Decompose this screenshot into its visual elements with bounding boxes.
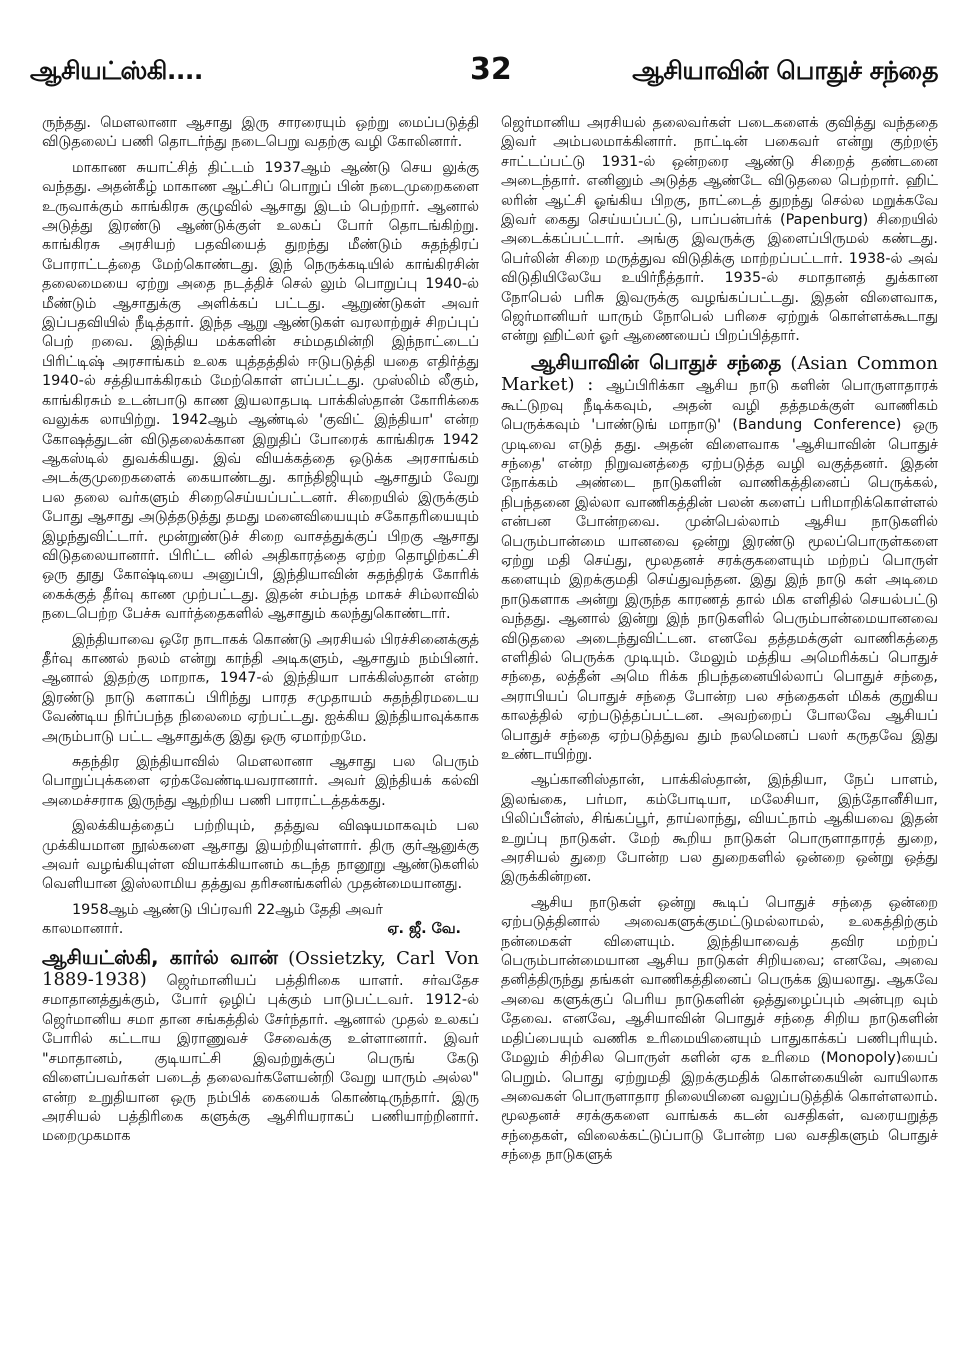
right-column bbox=[501, 114, 938, 1348]
paragraph-end: காலமானார். bbox=[42, 921, 124, 938]
paragraph: ருந்தது. மௌலானா ஆசாது இரு சாரரையும் ஒற்று மைப்படுத்தி விடுதலைப் பணி தொடர்ந்து நடைபெறு வதற்கு வழி கோலினார். bbox=[42, 115, 479, 151]
entry-body: ஜெர்மானியப் பத்திரிகை யாளர். சர்வதேச சமாதானத்துக்கும், போர் ஒழிப் புக்கும் பாடுபட்டவர். 1912-ல் ஜெர்மானிய சமா தான சங்கத்தில் சேர்ந்தார். ஆனால் முதல் உலகப் போரில் கட்டாய இராணுவச் சேவைக்கு உள்ளானார். இவர் "சமாதானம், குடியாட்சி இவற்றுக்குப் பெருங் கேடு விளைப்பவர்கள் படைத் தலைவர்களேயன்றி வேறு யாரும் அல்ல" என்ற உறுதியான ஒரு நம்பிக் கையைக் கொண்டிருந்தார். இரு அரசியல் பத்திரிகை களுக்கு ஆசிரியராகப் பணியாற்றினார். மறைமுகமாக bbox=[42, 973, 479, 1145]
paragraph: இலக்கியத்தைப் பற்றியும், தத்துவ விஷயமாகவும் பல முக்கியமான நூல்களை ஆசாது இயற்றியுள்ளார். திரு குர்ஆனுக்கு அவர் வழங்கியுள்ள வியாக்கியானம் கடந்த நானூறு ஆண்டுகளில் வெளியான இஸ்லாமிய தத்துவ தரிசனங்களில் முதன்மையானது. bbox=[42, 818, 479, 893]
encyclopedia-entry bbox=[501, 350, 938, 766]
entry-headword: ஆசியட்ஸ்கி, கார்ல் வான் bbox=[42, 945, 278, 969]
entry-english-name: (Ossietzky, Carl Von 1889-1938) bbox=[42, 947, 479, 991]
paragraph: மாகாண சுயாட்சித் திட்டம் 1937ஆம் ஆண்டு செய லுக்கு வந்தது. அதன்கீழ் மாகாண ஆட்சிப் பொறுப் பின் நடைமுறைகளை உருவாக்கும் காங்கிரசு குழுவில் ஆசாது இடம் பெற்றார். ஆனால் அடுத்து இரண்டு ஆண்டுக்குள் உலகப் போர் தொடங்கிற்று. காங்கிரசு அரசியற் பதவியைத் துறந்து மீண்டும் சுதந்திரப் போராட்டத்தை மேற்கொண்டது. இந் நெருக்கடியில் காங்கிரசின் தலைமையை ஏற்று அதை நடத்திச் செல் லும் பொறுப்பு 1940-ல் மீண்டும் ஆசாதுக்கு அளிக்கப் பட்டது. ஆறுண்டுகள் அவர் இப்பதவியில் நீடித்தார். இந்த ஆறு ஆண்டுகள் வரலாற்றுச் சிறப்புப் பெற் றவை. இந்திய மக்களின் சம்மதமின்றி இந்நாட்டைப் பிரிட்டிஷ் அரசாங்கம் உலக யுத்தத்தில் ஈடுபடுத்தி யதை எதிர்த்து 1940-ல் சத்தியாக்கிரகம் மேற்கொள் ளப்பட்டது. முஸ்லிம் லீகும், காங்கிரசும் உடன்பாடு காண இயலாதபடி பாக்கிஸ்தான் கோரிக்கை வலுக்க லாயிற்று. 1942ஆம் ஆண்டில் 'குவிட் இந்தியா' என்ற கோஷத்துடன் விடுதலைக்கான இறுதிப் போரைக் காங்கிரசு 1942 ஆகஸ்டில் துவக்கியது. இவ் வியக்கத்தை ஒடுக்க அரசாங்கம் அடக்குமுறைகளைக் கையாண்டது. காந்திஜியும் ஆசாதும் வேறு பல தலை வர்களும் சிறைசெய்யப்பட்டனர். சிறையில் இருக்கும் போது ஆசாது அடுத்தடுத்து தமது மனைவியையும் சகோதரியையும் இழந்துவிட்டார். மூன்றுண்டுச் சிறை வாசத்துக்குப் பிறகு ஆசாது விடுதலையானார். பிரிட்ட னில் அதிகாரத்தை ஏற்ற தொழிற்கட்சி ஒரு தூது கோஷ்டியை அனுப்பி, இந்தியாவின் சுதந்திரக் கோரிக் கைக்குத் தீர்வு காண முற்பட்டது. இதன் சம்பந்த மாகச் சிம்லாவில் நடைபெற்ற பேச்சு வார்த்தைகளில் ஆசாதும் கலந்துகொண்டார். bbox=[42, 159, 479, 623]
paragraph: இந்தியாவை ஒரே நாடாகக் கொண்டு அரசியல் பிரச்சினைக்குத் தீர்வு காணல் நலம் என்று காந்தி அடிகளும், ஆசாதும் நம்பினர். ஆனால் இதற்கு மாறாக, 1947-ல் இந்தியா பாக்கிஸ்தான் என்ற இரண்டு நாடு களாகப் பிரிந்து பாரத சமுதாயம் சுதந்திரமடைய வேண்டிய நிர்ப்பந்த நிலைமை ஏற்பட்டது. ஐக்கிய இந்தியாவுக்காக அரும்பாடு பட்ட ஆசாதுக்கு இது ஒரு ஏமாற்றமே. bbox=[42, 631, 479, 745]
signature-line bbox=[42, 920, 479, 939]
paragraph: சுதந்திர இந்தியாவில் மௌலானா ஆசாது பல பெரும் பொறுப்புக்களை ஏற்கவேண்டியவரானார். அவர் இந்தியக் கல்வி அமைச்சராக இருந்து ஆற்றிய பணி பாராட்டத்தக்கது. bbox=[42, 754, 479, 809]
text-columns bbox=[42, 114, 938, 1348]
entry-english-name: (Asian Common Market) : bbox=[501, 352, 938, 396]
paragraph: ஆப்கானிஸ்தான், பாக்கிஸ்தான், இந்தியா, நேப் பாளம், இலங்கை, பர்மா, கம்போடியா, மலேசியா, இந்தோனீசியா, பிலிப்பீன்ஸ், சிங்கப்பூர், தாய்லாந்து, வியட்நாம் ஆகியவை இதன் உறுப்பு நாடுகள். மேற் கூறிய நாடுகள் பொருளாதாரத் துறை, அரசியல் துறை போன்ற பல துறைகளில் ஒன்றை ஒன்று ஒத்து இருக்கின்றன. bbox=[501, 772, 938, 886]
encyclopedia-entry bbox=[42, 945, 479, 1147]
paragraph: ஜெர்மானிய அரசியல் தலைவர்கள் படைகளைக் குவித்து வந்ததை இவர் அம்பலமாக்கினார். நாட்டின் பகைவர் என்று குற்றஞ் சாட்டப்பட்டு 1931-ல் ஒன்றரை ஆண்டு சிறைத் தண்டனை அடைந்தார். எனினும் அடுத்த ஆண்டே விடுதலை பெற்றார். ஹிட் லரின் ஆட்சி ஓங்கிய பிறகு, நாட்டைத் துறந்து செல்ல மறுக்கவே இவர் கைது செய்யப்பட்டு, பாப்பன்பர்க் (Papenburg) சிறையில் அடைக்கப்பட்டார். அங்கு இவருக்கு இளைப்பிருமல் கண்டது. பெர்லின் சிறை மருத்துவ விடுதிக்கு மாற்றப்பட்டார். 1938-ல் அவ் விடுதியிலேயே உயிர்நீத்தார். 1935-ல் சமாதானத் துக்கான நோபெல் பரிசு இவருக்கு வழங்கப்பட்டது. இதன் விளைவாக, ஜெர்மானியர் யாரும் நோபெல் பரிசை ஏற்றுக் கொள்ளக்கூடாது என்று ஹிட்லர் ஓர் ஆணையைப் பிறப்பித்தார். bbox=[501, 115, 938, 345]
author-initials: ஏ. ஜீ. வே. bbox=[387, 921, 461, 938]
entry-body: ஆப்பிரிக்கா ஆசிய நாடு களின் பொருளாதாரக் கூட்டுறவு நீடிக்கவும், அதன் வழி தத்தமக்குள் வாணிகம் பெருக்கவும் 'பாண்டுங் மாநாடு' (Bandung Conference) ஒரு முடிவை எடுத் தது. அதன் விளைவாக 'ஆசியாவின் பொதுச் சந்தை' என்ற நிறுவனத்தை ஏற்படுத்த வழி வகுத்தனர். இதன் நோக்கம் அண்டை நாடுகளின் வாணிகத்தினைப் பெருக்கல், நிபந்தனை இல்லா வாணிகத்தின் பலன் களைப் பரிமாறிக்கொள்ளல் என்பன போன்றவை. முன்பெல்லாம் ஆசிய நாடுகளில் பெரும்பான்மை யானவை ஒன்று இரண்டு மூலப்பொருள்களை ஏற்று மதி செய்து, மூலதனச் சரக்குகளையும் மற்றப் பொருள் களையும் இறக்குமதி செய்துவந்தன. இது இந் நாடு கள் அடிமை நாடுகளாக அன்று இருந்த காரணத் தால் மிக எளிதில் செயல்பட்டு வந்தது. ஆனால் இன்று இந் நாடுகளில் பெரும்பான்மையானவை விடுதலை அடைந்துவிட்டன. எனவே தத்தமக்குள் வாணிகத்தை எளிதில் பெருக்க முடியும். மேலும் மத்திய அமெரிக்கப் பொதுச் சந்தை, லத்தீன் அமெ ரிக்க நிபந்தனையில்லாப் பொதுச் சந்தை, அராபியப் பொதுச் சந்தை போன்ற பல சந்தைகள் மிகக் குறுகிய காலத்தில் ஏற்படுத்தப்பட்டன. அவற்றைப் போலவே ஆசியப் பொதுச் சந்தை ஏற்படுத்துவ தும் நலமெனப் பலர் கருதவே இது உண்டாயிற்று. bbox=[501, 378, 938, 763]
left-column bbox=[42, 114, 479, 1348]
page-number: 32 bbox=[470, 52, 512, 87]
paragraph: ஆசிய நாடுகள் ஒன்று கூடிப் பொதுச் சந்தை ஒன்றை ஏற்படுத்தினால் அவைகளுக்குமட்டுமல்லாமல், உலகத்திற்கும் நன்மைகள் விளையும். இந்தியாவைத் தவிர மற்றப் பெரும்பான்மையான ஆசிய நாடுகள் சிறியவை; எனவே, அவை தனித்திருந்து தங்கள் வாணிகத்தினைப் பெருக்க இயலாது. ஆகவே அவை களுக்குப் பெரிய நாடுகளின் ஒத்துழைப்பும் அன்புற வும் தேவை. எனவே, ஆசியாவின் பொதுச் சந்தை சிறிய நாடுகளின் மதிப்பையும் வணிக உரிமையினையும் பாதுகாக்கப் பணிபுரியும். மேலும் சிற்சில பொருள் களின் ஏக உரிமை (Monopoly)யைப் பெறும். பொது ஏற்றுமதி இறக்குமதிக் கொள்கையின் வாயிலாக அவைகள் பொருளாதார நிலையினை வலுப்படுத்திக் கொள்ளலாம். மூலதனச் சரக்குகளை வாங்கக் கடன் வசதிகள், வரையறுத்த சந்தைகள், விலைக்கட்டுப்பாடு போன்ற பல வசதிகளும் பொதுச் சந்தை நாடுகளுக் bbox=[501, 894, 938, 1164]
header-left-guide-word: ஆசியட்ஸ்கி.... bbox=[30, 56, 203, 85]
entry-headword: ஆசியாவின் பொதுச் சந்தை bbox=[531, 350, 782, 374]
paragraph: 1958ஆம் ஆண்டு பிப்ரவரி 22ஆம் தேதி அவர் bbox=[72, 901, 383, 918]
running-header bbox=[30, 52, 938, 98]
header-right-guide-word: ஆசியாவின் பொதுச் சந்தை bbox=[632, 56, 938, 85]
